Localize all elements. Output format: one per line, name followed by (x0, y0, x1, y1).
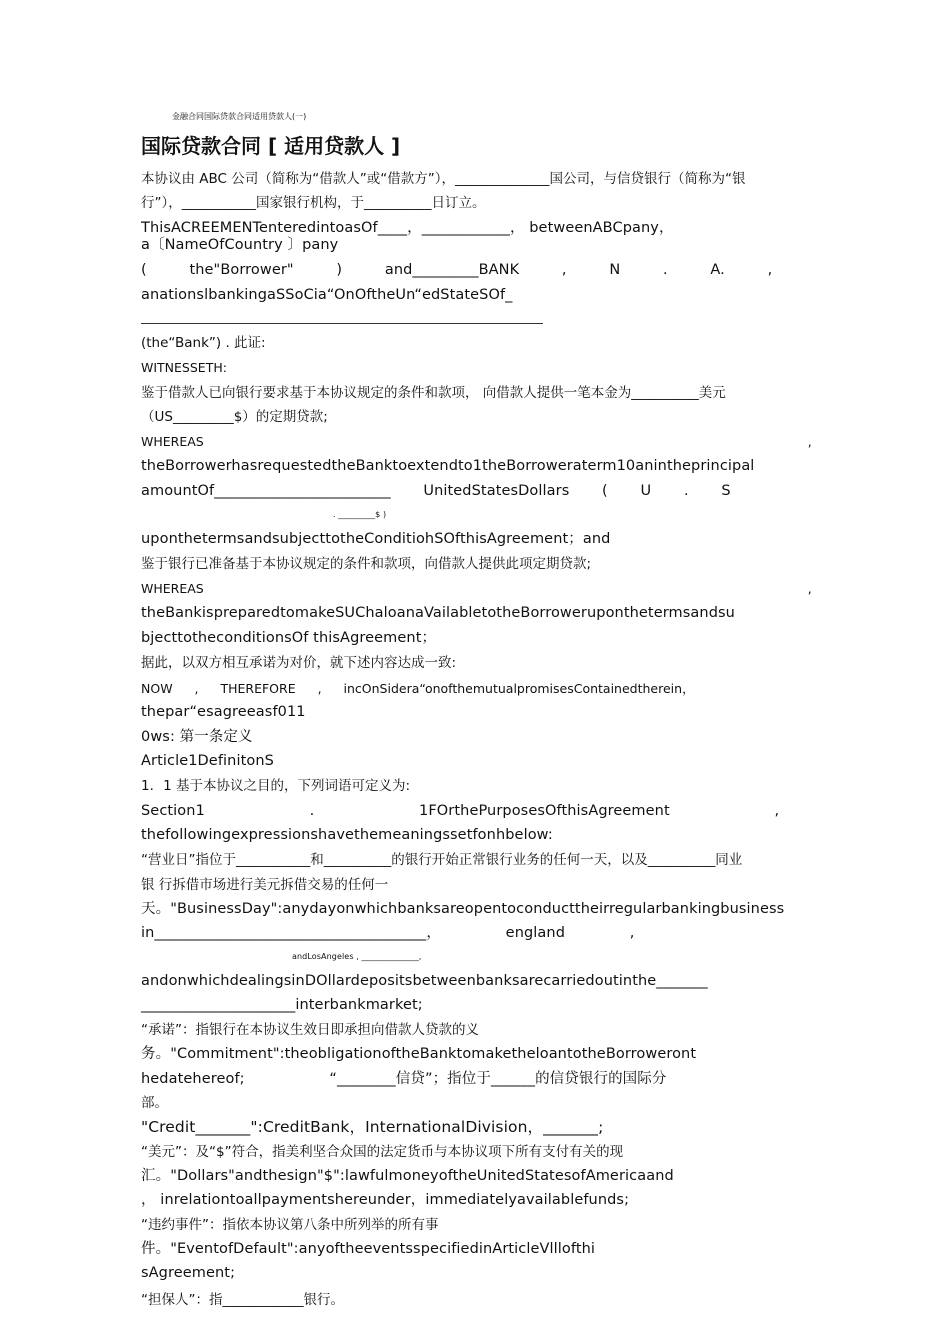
text-line: 汇。"Dollars"andthesign"$":lawfulmoneyoftheUnitedStatesofAmericaand (141, 1168, 674, 1184)
text-line: Article1DefinitonS (141, 753, 274, 769)
text-line: "Credit_______":CreditBank，InternationalDivision，_______; (141, 1118, 604, 1136)
text-line: 据此，以双方相互承诺为对价，就下述内容达成一致: (141, 655, 457, 671)
text-line: thepar“esagreeasf011 (141, 704, 306, 720)
text-line: WHEREAS , (141, 581, 812, 596)
text-line: anationslbankingaSSoCia“OnOftheUn“edStateSOf_ (141, 287, 513, 303)
text-line: （US_________$）的定期贷款; (141, 409, 328, 425)
text-line: in_____________________________________， england , (141, 925, 635, 941)
text-line: Section1 . 1FOrthePurposesOfthisAgreement , (141, 803, 780, 819)
text-line: 行”），___________国家银行机构，于__________日订立。 (141, 195, 486, 211)
text-line: 件。"EventofDefault":anyoftheeventsspecifiedinArticleVlllofthi (141, 1241, 596, 1257)
text-line: . _________$ ) (333, 510, 387, 519)
text-line: 1．1 基于本协议之目的，下列词语可定义为: (141, 778, 411, 794)
doc-heading: 金融合同国际贷款合同适用贷款人(一) (172, 112, 307, 121)
text-line: amountOf________________________ UnitedStatesDollars ( U . S (141, 483, 731, 499)
text-line: “营业日”指位于___________和__________的银行开始正常银行业务的任何一天，以及__________同业 (141, 852, 743, 868)
text-line: ( the"Borrower" ) and_________BANK , N . A. , (141, 262, 773, 278)
text-line: andLosAngeles , ______________, (292, 952, 422, 961)
text-line: uponthetermsandsubjecttotheConditiohSOfthisAgreement；and (141, 531, 611, 547)
text-line: (the“Bank”) . 此证: (141, 335, 266, 351)
text-line: 银 行拆借市场进行美元拆借交易的任何一 (141, 877, 389, 893)
text-line: bjecttotheconditionsOf thisAgreement； (141, 630, 437, 646)
underline-blank (141, 323, 543, 324)
text-line: theBankispreparedtomakeSUChaloanaVailabletotheBorroweruponthetermsandsu (141, 605, 735, 621)
text-line: ， inrelationtoallpaymentshereunder，immediatelyavailablefunds; (141, 1192, 630, 1208)
text-line: andonwhichdealingsinDOllardepositsbetweenbanksarecarriedoutinthe_______ (141, 973, 708, 989)
text-line: 0ws: 第一条定义 (141, 729, 253, 745)
text-line: 本协议由 ABC 公司（简称为“借款人”或“借款方”），______________国公司，与信贷银行（简称为“银 (141, 171, 746, 187)
text-line: 天。"BusinessDay":anydayonwhichbanksareopentoconducttheirregularbankingbusiness (141, 901, 785, 917)
text-line: _____________________interbankmarket; (141, 997, 423, 1013)
text-line: “美元”：及“$”符合，指美利坚合众国的法定货币与本协议项下所有支付有关的现 (141, 1144, 624, 1160)
text-line: theBorrowerhasrequestedtheBanktoextendto1theBorroweraterm10anintheprincipal (141, 458, 755, 474)
text-line: 部。 (141, 1095, 168, 1111)
text-line: “承诺”：指银行在本协议生效日即承担向借款人贷款的义 (141, 1022, 479, 1038)
text-line: “担保人”：指____________银行。 (141, 1292, 344, 1308)
text-line: WITNESSETH: (141, 360, 227, 375)
text-line: “违约事件”：指依本协议第八条中所列举的所有事 (141, 1217, 439, 1233)
doc-title: 国际贷款合同 [ 适用贷款人 ] (141, 134, 401, 158)
text-line: WHEREAS , (141, 434, 812, 449)
text-line: 鉴于银行已准备基于本协议规定的条件和款项，向借款人提供此项定期贷款; (141, 556, 592, 572)
text-line: 鉴于借款人已向银行要求基于本协议规定的条件和款项， 向借款人提供一笔本金为__________美元 (141, 385, 726, 401)
text-line: thefollowingexpressionshavethemeaningssetfonhbelow: (141, 827, 553, 843)
text-line: ThisACREEMENTenteredintoasOf____，____________， betweenABCpany， (141, 220, 674, 236)
text-line: 务。"Commitment":theobligationoftheBanktomaketheloantotheBorroweront (141, 1046, 697, 1062)
text-line: NOW , THEREFORE , incOnSidera“onofthemutualpromisesContainedtherein， (141, 681, 695, 696)
text-line: a〔NameOfCountry 〕pany (141, 237, 339, 253)
text-line: sAgreement; (141, 1265, 236, 1281)
text-line: hedatehereof; “________信贷”；指位于______的信贷银行的国际分 (141, 1071, 667, 1087)
